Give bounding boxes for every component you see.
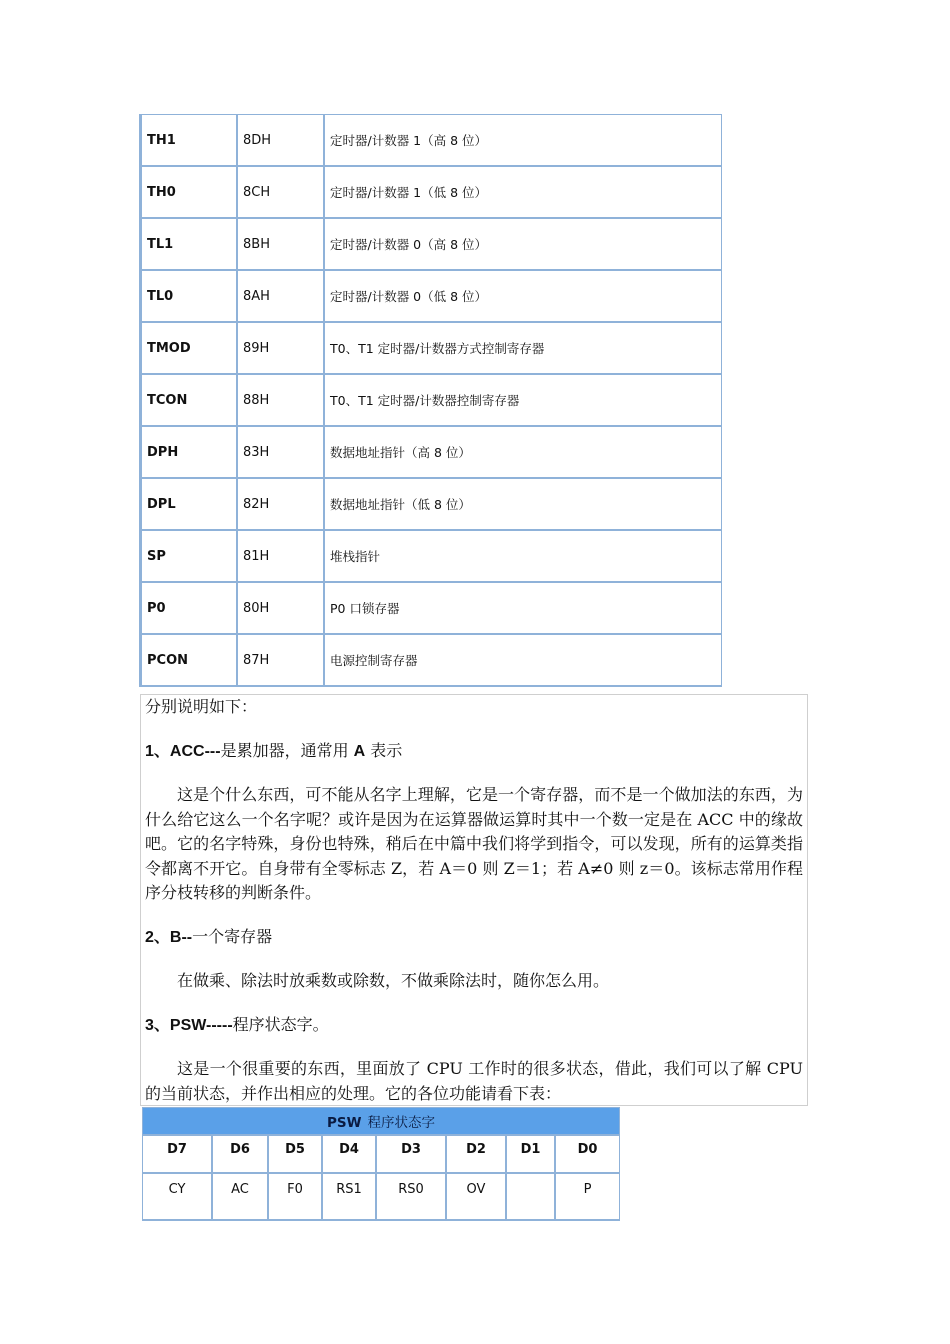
register-description: 电源控制寄存器 <box>330 653 418 668</box>
table-row <box>140 375 721 427</box>
register-description: T0、T1 定时器/计数器控制寄存器 <box>325 375 721 427</box>
table-row <box>140 323 721 375</box>
psw-bit-value: P <box>556 1172 619 1220</box>
register-description: T0、T1 定时器/计数器方式控制寄存器 <box>325 323 721 375</box>
intro-line: 分别说明如下： <box>145 697 258 716</box>
table-row <box>140 479 721 531</box>
table-row <box>140 167 721 219</box>
table-row <box>140 219 721 271</box>
table-row <box>140 583 721 635</box>
psw-bit-value: AC <box>213 1172 269 1220</box>
section-body-b: 在做乘、除法时放乘数或除数，不做乘除法时，随你怎么用。 <box>177 971 610 990</box>
psw-title-bold: PSW <box>326 1115 362 1131</box>
register-description: P0 口锁存器 <box>325 583 721 635</box>
psw-value-row <box>143 1172 619 1220</box>
heading-bold: 2、B-- <box>145 928 193 946</box>
heading-text: 程序状态字。 <box>232 1014 329 1034</box>
heading-text: 是累加器，通常用 <box>220 740 354 760</box>
register-address: 81H <box>238 531 325 583</box>
sfr-register-table <box>139 114 722 687</box>
section-body-acc: 这是个什么东西，可不能从名字上理解，它是一个寄存器，而不是一个做加法的东西，为什么给它这么一个名字呢？或许是因为在运算器做运算时其中一个数一定是在 ACC 中的缘故吧。它的名字特殊，身份也特殊，稍后在中篇中我们将学到指令，可以发现，所有的运算类指令都离不开它。自身带有全零标志 Z，若 A＝0 则 Z＝1；若 A≠0 则 z＝0。该标志常用作程序分枝转移的判断条件。 <box>145 785 803 902</box>
psw-bit-table <box>142 1107 620 1221</box>
register-name: PCON <box>140 635 238 685</box>
register-name: TL0 <box>140 271 238 323</box>
register-address: 80H <box>238 583 325 635</box>
heading-bold: A <box>353 742 366 760</box>
register-address: 89H <box>238 323 325 375</box>
psw-table-title <box>143 1108 619 1134</box>
heading-text: 表示 <box>365 740 403 760</box>
register-description: 定时器/计数器 1（低 8 位） <box>325 167 721 219</box>
register-address: 82H <box>238 479 325 531</box>
register-address: 8CH <box>238 167 325 219</box>
register-description: 数据地址指针（高 8 位） <box>325 427 721 479</box>
explanation-text-box <box>140 694 808 1106</box>
psw-bit-header: D1 <box>507 1134 556 1172</box>
psw-bit-header: D0 <box>556 1134 619 1172</box>
psw-bit-header: D6 <box>213 1134 269 1172</box>
register-address: 8DH <box>238 115 325 167</box>
heading-text: 一个寄存器 <box>192 926 273 946</box>
psw-bit-value: OV <box>447 1172 507 1220</box>
register-description: 堆栈指针 <box>325 531 721 583</box>
register-name: P0 <box>140 583 238 635</box>
register-name: TMOD <box>140 323 238 375</box>
psw-bit-value: F0 <box>269 1172 323 1220</box>
register-description: 数据地址指针（低 8 位） <box>325 479 721 531</box>
section-heading-acc <box>141 739 807 765</box>
psw-bit-header: D7 <box>143 1134 213 1172</box>
psw-bit-value: RS0 <box>377 1172 447 1220</box>
table-row <box>140 115 721 167</box>
psw-bit-header: D2 <box>447 1134 507 1172</box>
psw-bit-value: CY <box>143 1172 213 1220</box>
heading-bold: 3、PSW----- <box>145 1016 233 1034</box>
register-address: 83H <box>238 427 325 479</box>
psw-bit-header: D3 <box>377 1134 447 1172</box>
register-name: DPH <box>140 427 238 479</box>
section-heading-psw <box>141 1013 807 1039</box>
psw-bit-header: D5 <box>269 1134 323 1172</box>
section-heading-b <box>141 925 807 951</box>
table-row <box>140 427 721 479</box>
table-row <box>140 531 721 583</box>
psw-title-text: 程序状态字 <box>367 1115 435 1131</box>
register-name: TCON <box>140 375 238 427</box>
table-row <box>140 635 721 685</box>
register-address: 88H <box>238 375 325 427</box>
register-description: 定时器/计数器 0（低 8 位） <box>325 271 721 323</box>
psw-bit-value: RS1 <box>323 1172 377 1220</box>
register-address: 8AH <box>238 271 325 323</box>
register-description: 定时器/计数器 0（高 8 位） <box>325 219 721 271</box>
register-address: 87H <box>238 635 325 685</box>
psw-header-row <box>143 1134 619 1172</box>
register-address: 8BH <box>238 219 325 271</box>
psw-bit-value <box>507 1172 556 1220</box>
section-body-psw: 这是一个很重要的东西，里面放了 CPU 工作时的很多状态，借此，我们可以了解 CPU 的当前状态，并作出相应的处理。它的各位功能请看下表： <box>145 1059 803 1103</box>
register-name: TH0 <box>140 167 238 219</box>
psw-bit-header: D4 <box>323 1134 377 1172</box>
table-row <box>140 271 721 323</box>
heading-bold: 1、ACC--- <box>145 742 221 760</box>
register-name: DPL <box>140 479 238 531</box>
register-name: SP <box>140 531 238 583</box>
register-description: 定时器/计数器 1（高 8 位） <box>325 115 721 167</box>
register-name: TH1 <box>140 115 238 167</box>
register-name: TL1 <box>140 219 238 271</box>
